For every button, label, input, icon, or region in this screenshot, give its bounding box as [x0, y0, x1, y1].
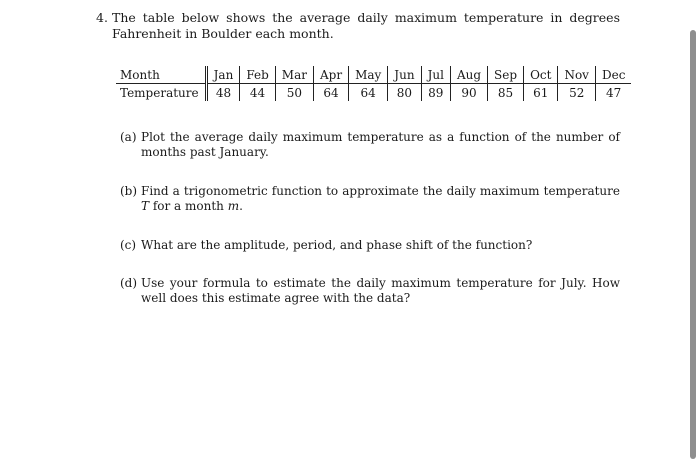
month-cell: Jul [421, 66, 450, 84]
part-b-text-before: Find a trigonometric function to approximate the daily maximum temperature [141, 184, 620, 198]
table-header-row [116, 66, 631, 84]
temperature-cell: 44 [240, 84, 275, 102]
part-b-label: (b) [120, 184, 138, 198]
temperature-cell: 61 [524, 84, 558, 102]
part-c [120, 238, 620, 253]
problem-intro: The table below shows the average daily maximum temperature in degrees Fahrenheit in Boulder each month. [112, 10, 620, 41]
month-cell: Dec [595, 66, 631, 84]
month-cell: May [349, 66, 388, 84]
temperature-cell: 90 [450, 84, 487, 102]
row-label-temperature: Temperature [116, 84, 206, 102]
month-cell: Oct [524, 66, 558, 84]
temperature-cell: 52 [558, 84, 596, 102]
vertical-scrollbar[interactable] [690, 30, 696, 459]
month-cell: Jan [206, 66, 240, 84]
table-data-row [116, 84, 631, 102]
part-a-text: Plot the average daily maximum temperature as a function of the number of months past January. [141, 130, 620, 159]
month-cell: Sep [488, 66, 524, 84]
month-cell: Aug [450, 66, 487, 84]
temperature-cell: 47 [595, 84, 631, 102]
part-b-text [141, 184, 620, 214]
part-c-label: (c) [120, 238, 137, 252]
month-cell: Feb [240, 66, 275, 84]
part-b-text-after: . [239, 199, 243, 213]
temperature-cell: 85 [488, 84, 524, 102]
temperature-table [116, 66, 631, 101]
part-c-text: What are the amplitude, period, and phase shift of the function? [141, 238, 533, 252]
month-cell: Mar [275, 66, 313, 84]
part-a [120, 130, 620, 160]
part-d-text: Use your formula to estimate the daily maximum temperature for July. How well does this estimate agree with the data? [141, 276, 620, 305]
part-b-text-mid: for a month [152, 199, 224, 213]
temperature-cell: 64 [313, 84, 348, 102]
month-cell: Apr [313, 66, 348, 84]
temperature-cell: 89 [421, 84, 450, 102]
month-cell: Jun [388, 66, 421, 84]
temperature-cell: 64 [349, 84, 388, 102]
problem-4 [98, 10, 620, 42]
month-cell: Nov [558, 66, 596, 84]
variable-m: m [227, 199, 240, 213]
temperature-cell: 50 [275, 84, 313, 102]
part-a-label: (a) [120, 130, 137, 144]
part-d-label: (d) [120, 276, 138, 290]
temperature-cell: 48 [215, 85, 232, 100]
part-b [120, 184, 620, 214]
problem-number: 4. [96, 10, 108, 25]
temperature-cell: 80 [388, 84, 421, 102]
row-label-month: Month [116, 66, 206, 84]
part-d [120, 276, 620, 306]
variable-T: T [141, 199, 150, 213]
